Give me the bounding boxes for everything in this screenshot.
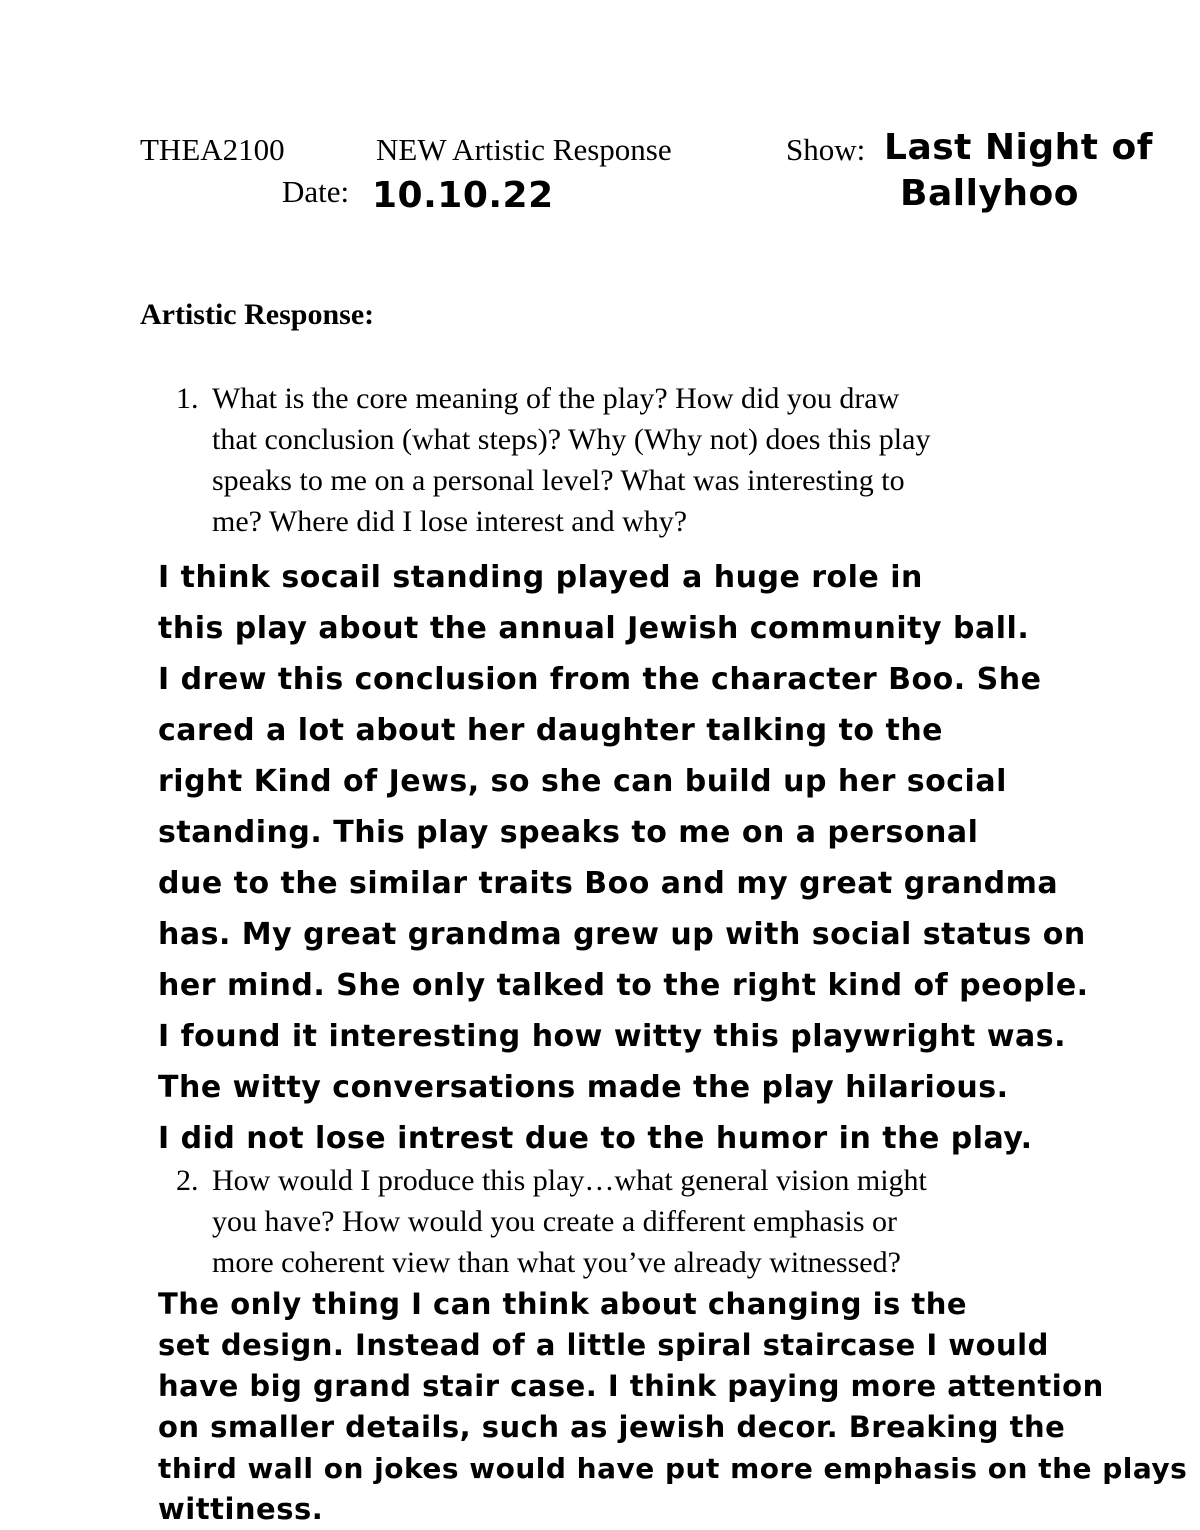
- answer-line: on smaller details, such as jewish decor. Breaking the: [158, 1410, 1066, 1444]
- answer-line: I think socail standing played a huge role in: [158, 560, 923, 595]
- answer-line: third wall on jokes would have put more emphasis on the plays: [158, 1452, 1188, 1485]
- date-value: 10.10.22: [372, 175, 554, 216]
- question-line: speaks to me on a personal level? What was interesting to: [212, 464, 905, 497]
- answer-line: The witty conversations made the play hilarious.: [158, 1070, 1009, 1105]
- course-code: THEA2100: [140, 132, 285, 167]
- answer-2-handwritten: [158, 1284, 1198, 1530]
- question-line: What is the core meaning of the play? How did you draw: [212, 382, 900, 415]
- answer-line: cared a lot about her daughter talking to the: [158, 713, 944, 748]
- show-value-line1: Last Night of: [884, 127, 1153, 168]
- question-line: me? Where did I lose interest and why?: [212, 505, 688, 538]
- answer-line: has. My great grandma grew up with social status on: [158, 917, 1086, 952]
- show-label: Show:: [786, 132, 866, 167]
- answer-1-handwritten: [158, 552, 1198, 1164]
- answer-line: have big grand stair case. I think paying more attention: [158, 1369, 1104, 1403]
- show-value-line2: Ballyhoo: [900, 173, 1079, 214]
- question-line: you have? How would you create a different emphasis or: [212, 1205, 898, 1238]
- answer-line: wittiness.: [158, 1492, 324, 1526]
- answer-line: right Kind of Jews, so she can build up her social: [158, 764, 1007, 799]
- question-line: How would I produce this play…what general vision might: [212, 1164, 927, 1197]
- answer-line: due to the similar traits Boo and my great grandma: [158, 866, 1059, 901]
- answer-line: standing. This play speaks to me on a personal: [158, 815, 979, 850]
- answer-line: I drew this conclusion from the character Boo. She: [158, 662, 1042, 697]
- question-number: 2.: [176, 1164, 199, 1197]
- question-line: that conclusion (what steps)? Why (Why not) does this play: [212, 423, 931, 456]
- section-heading: Artistic Response:: [140, 298, 375, 331]
- question-2: [176, 1160, 1076, 1283]
- question-1: [176, 378, 1076, 542]
- question-number: 1.: [176, 382, 199, 415]
- answer-line: I found it interesting how witty this playwright was.: [158, 1019, 1067, 1054]
- answer-line: The only thing I can think about changing is the: [158, 1287, 968, 1321]
- form-title: NEW Artistic Response: [376, 132, 672, 167]
- question-line: more coherent view than what you’ve already witnessed?: [212, 1246, 901, 1279]
- answer-line: her mind. She only talked to the right kind of people.: [158, 968, 1089, 1003]
- date-label: Date:: [282, 174, 350, 209]
- answer-line: I did not lose intrest due to the humor in the play.: [158, 1121, 1033, 1156]
- answer-line: set design. Instead of a little spiral staircase I would: [158, 1328, 1049, 1362]
- answer-line: this play about the annual Jewish community ball.: [158, 611, 1030, 646]
